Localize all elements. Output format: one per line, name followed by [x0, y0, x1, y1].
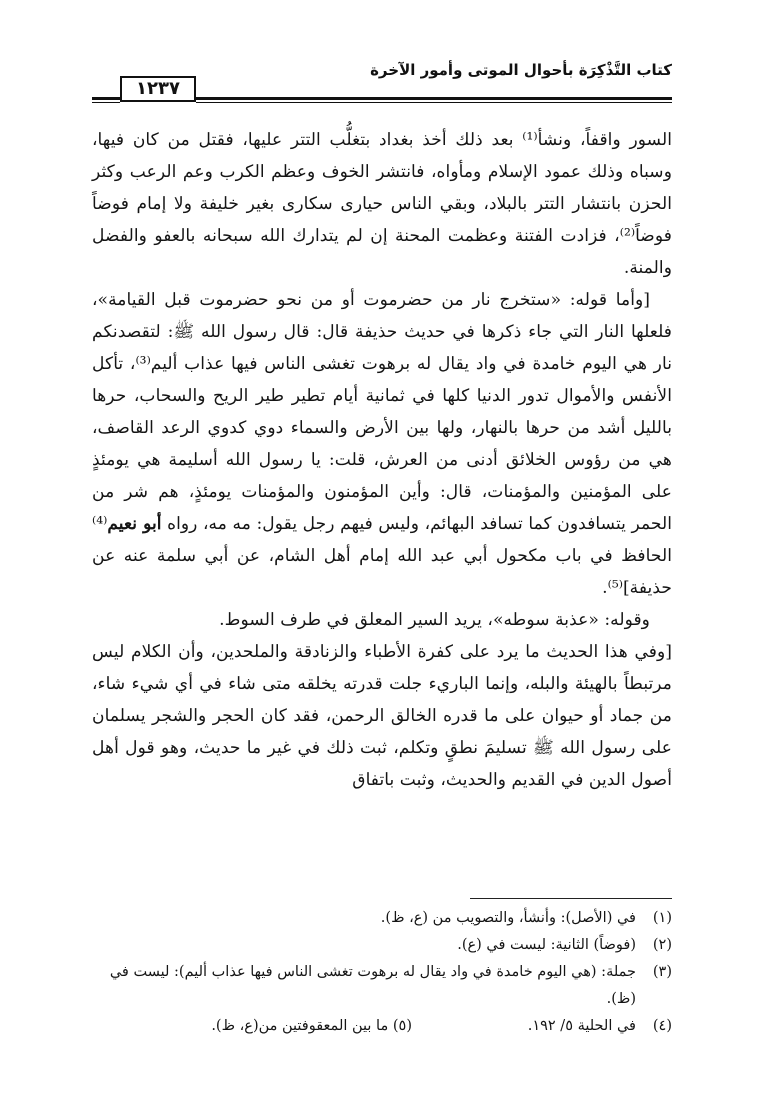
footnote-text: (فوضاً) الثانية: ليست في (ع). [457, 937, 636, 953]
footnote-3 [92, 959, 672, 1013]
header-rule-thick [196, 97, 672, 100]
header-rule-thick-left [92, 97, 120, 100]
paragraph-2-main: [وأما قوله: «ستخرج نار من حضرموت أو من نحو حضرموت قبل القيامة»، فلعلها النار التي جاء ذكرها في حديث حذيفة قال: قال رسول الله ﷺ: لتقصدنكم نار هي اليوم خامدة في واد يقال له برهوت تغشى الناس فيها عذاب أليم⁽³⁾، تأكل الأنفس والأموال تدور الدنيا كلها في ثمانية أيام تطير طير الريح والسحاب، حرها بالليل أشد من حرها بالنهار، ولها بين الأرض والسماء دوي كدوي الرعد القاصف، هي من رؤوس الخلائق أدنى من العرش، قلت: يا رسول الله أسليمة هي يومئذٍ على المؤمنين والمؤمنات، قال: وأين المؤمنون والمؤمنات يومئذٍ، هم شر من الحمر يتسافدون كما تسافد البهائم، وليس فيهم رجل يقول: مه مه، رواه [92, 290, 673, 534]
footnote-number: (٣) [652, 964, 672, 980]
paragraph-2-tail: ⁽⁴⁾ الحافظ في باب مكحول أبي عبد الله إمام أهل الشام، عن أبي سلمة عنه عن حذيفة]⁽⁵⁾. [92, 514, 672, 598]
paragraph-1: السور واقفاً، ونشأ⁽¹⁾ بعد ذلك أخذ بغداد بتغلُّب التتر عليها، فقتل من كان فيها، وسباه وذلك عمود الإسلام ومأواه، فانتشر الخوف وعظم الكرب وعم الرعب وكثر الحزن بانتشار التتر بالبلاد، وبقي الناس حيارى سكارى بغير خليفة ولا إمام فوضاً فوضاً⁽²⁾، فزادت الفتنة وعظمت المحنة إن لم يتدارك الله سبحانه بالعفو والفضل والمنة. [92, 130, 672, 278]
footnote-text: جملة: (هي اليوم خامدة في واد يقال له برهوت تغشى الناس فيها عذاب أليم): ليست في (ظ). [109, 964, 636, 1007]
footnote-text: في الحلية ٥/ ١٩٢. [527, 1018, 636, 1034]
page-header [92, 58, 672, 106]
paragraph-2 [92, 284, 672, 604]
header-rule-thin [196, 102, 672, 103]
footnote-2 [92, 932, 672, 959]
narrator-name: أبو نعيم [107, 514, 162, 534]
footnote-4 [528, 1013, 672, 1040]
footnote-row-4-5 [92, 1013, 672, 1040]
footnote-5 [211, 1013, 412, 1040]
page-number: ١٢٣٧ [120, 76, 196, 102]
footnote-number: (١) [652, 910, 672, 926]
footnote-separator [470, 898, 672, 899]
running-title: كتاب التَّذْكِرَة بأحوال الموتى وأمور الآخرة [370, 61, 672, 79]
paragraph-4: [وفي هذا الحديث ما يرد على كفرة الأطباء والزنادقة والملحدين، وأن الكلام ليس مرتبطاً بالهيئة والبله، وإنما الباريء جلت قدرته يخلقه متى شاء في أي شيء شاء، من جماد أو حيوان على ما قدره الخالق الرحمن، فقد كان الحجر والشجر يسلمان على رسول الله ﷺ تسليمَ نطقٍ وتكلم، ثبت ذلك في غير ما حديث، وهو قول أهل أصول الدين في القديم والحديث، وثبت باتفاق [92, 642, 672, 790]
footnote-1 [92, 905, 672, 932]
footnote-number: (٤) [652, 1018, 672, 1034]
footnote-text: في (الأصل): وأنشأ، والتصويب من (ع، ظ). [380, 910, 636, 926]
main-text [92, 124, 672, 796]
paragraph-3: وقوله: «عذبة سوطه»، يريد السير المعلق في طرف السوط. [219, 610, 650, 630]
footnote-text: ما بين المعقوفتين من(ع، ظ). [211, 1018, 389, 1034]
header-rule-thin-left [92, 102, 120, 103]
footnote-number: (٥) [392, 1018, 412, 1034]
footnote-number: (٢) [652, 937, 672, 953]
footnotes [92, 905, 672, 1040]
